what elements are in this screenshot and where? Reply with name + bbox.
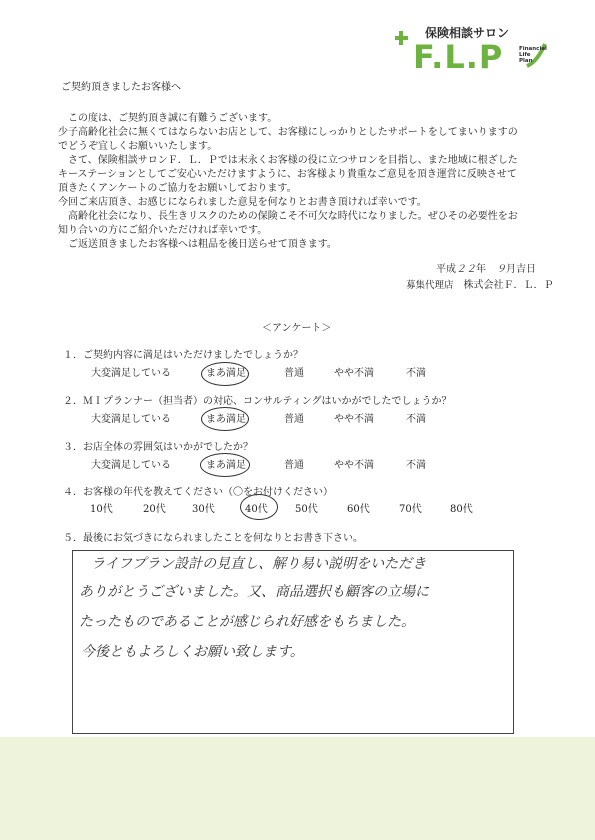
comment-line: 今後ともよろしくお願い致します。 [81,644,304,660]
q1-option-somewhat-satisfied: まあ満足 [206,368,246,379]
age-option: 60代 [347,504,370,515]
age-option: 30代 [192,504,215,515]
comment-line: ありがとうございました。又、商品選択も顧客の立場に [79,584,429,600]
letter-line: 頂きたくアンケートのご協力をお願いしております。 [58,183,297,194]
survey-title: ＜アンケート＞ [262,323,332,334]
age-option: 10代 [90,504,113,515]
q2-option-dissatisfied: 不満 [406,414,426,425]
age-option: 50代 [295,504,318,515]
logo-tagline: 保険相談サロン [425,26,510,40]
question-4: ４．お客様の年代を教えてください（〇をお付けください） [63,487,333,498]
letter-line: 今回ご来店頂き、お感じになられました意見を何なりとお書き頂ければ幸いです。 [58,197,427,208]
letter-line: この度は、ご契約頂き誠に有難うございます。 [58,113,278,124]
q1-answer-circle-mark [201,362,249,386]
age-option: 20代 [143,504,166,515]
letter-line: ご返送頂きましたお客様へは粗品を後日送らせて頂きます。 [58,239,337,250]
letter-line: 高齢化社会になり、長生きリスクのための保険こそ不可欠な時代になりました。ぜひその必要性をお [58,211,518,222]
question-2: ２．ＭＩプランナー（担当者）の対応、コンサルティングはいかがでしたでしょうか？ [63,396,452,407]
q4-answer-circle-mark [240,494,278,520]
q1-option-somewhat-dissatisfied: やや不満 [334,368,374,379]
comment-box [72,550,514,734]
q3-option-neutral: 普通 [284,460,304,471]
q2-answer-circle-mark [201,407,249,431]
question-5: ５．最後にお気づきになられましたことを何なりとお書き下さい。 [63,533,363,544]
age-option: 40代 [245,504,268,515]
age-option: 70代 [399,504,422,515]
q2-option-somewhat-satisfied: まあ満足 [206,414,246,425]
q3-option-somewhat-dissatisfied: やや不満 [334,460,374,471]
q3-option-very-satisfied: 大変満足している [91,460,171,471]
letter-salutation: ご契約頂きましたお客様へ [61,82,181,93]
letter-line: でどうぞ宜しくお願いいたします。 [58,141,218,152]
q3-option-dissatisfied: 不満 [406,460,426,471]
letter-date: 平成２２年 ９月吉日 [436,264,536,275]
comment-line: ライフプラン設計の見直し、解り易い説明をいただき [91,556,427,572]
letter-line: さて、保険相談サロンＦ．Ｌ．Ｐでは末永くお客様の役に立つサロンを目指し、また地域に根ざした [58,155,518,166]
letter-line: キーステーションとしてご安心いただけますように、お客様より貴重なご意見を頂き運営に反映させて [58,169,517,180]
letter-line: 知り合いの方にご紹介いただければ幸いです。 [58,225,268,236]
letter-signature: 募集代理店 株式会社Ｆ．Ｌ．Ｐ [406,280,554,291]
company-logo [395,22,555,82]
letter-line: 少子高齢化社会に無くてはならないお店として、お客様にしっかりとしたサポートをしてまいりますの [58,127,518,138]
question-1: １．ご契約内容に満足はいただけましたでしょうか？ [63,350,303,361]
q1-option-neutral: 普通 [284,368,304,379]
logo-subtitle: Financial Life Plan [519,46,547,64]
q2-option-somewhat-dissatisfied: やや不満 [334,414,374,425]
q2-option-neutral: 普通 [284,414,304,425]
q1-option-dissatisfied: 不満 [406,368,426,379]
footer-band [0,737,595,840]
q3-answer-circle-mark [200,453,250,477]
age-option: 80代 [450,504,473,515]
q3-option-somewhat-satisfied: まあ満足 [206,460,246,471]
logo-wordmark: F.L.P [413,38,504,76]
question-3: ３．お店全体の雰囲気はいかがでしたか？ [63,442,253,453]
q2-option-very-satisfied: 大変満足している [91,414,171,425]
q1-option-very-satisfied: 大変満足している [91,368,171,379]
comment-line: たったものであることが感じられ好感をもちました。 [79,614,415,630]
